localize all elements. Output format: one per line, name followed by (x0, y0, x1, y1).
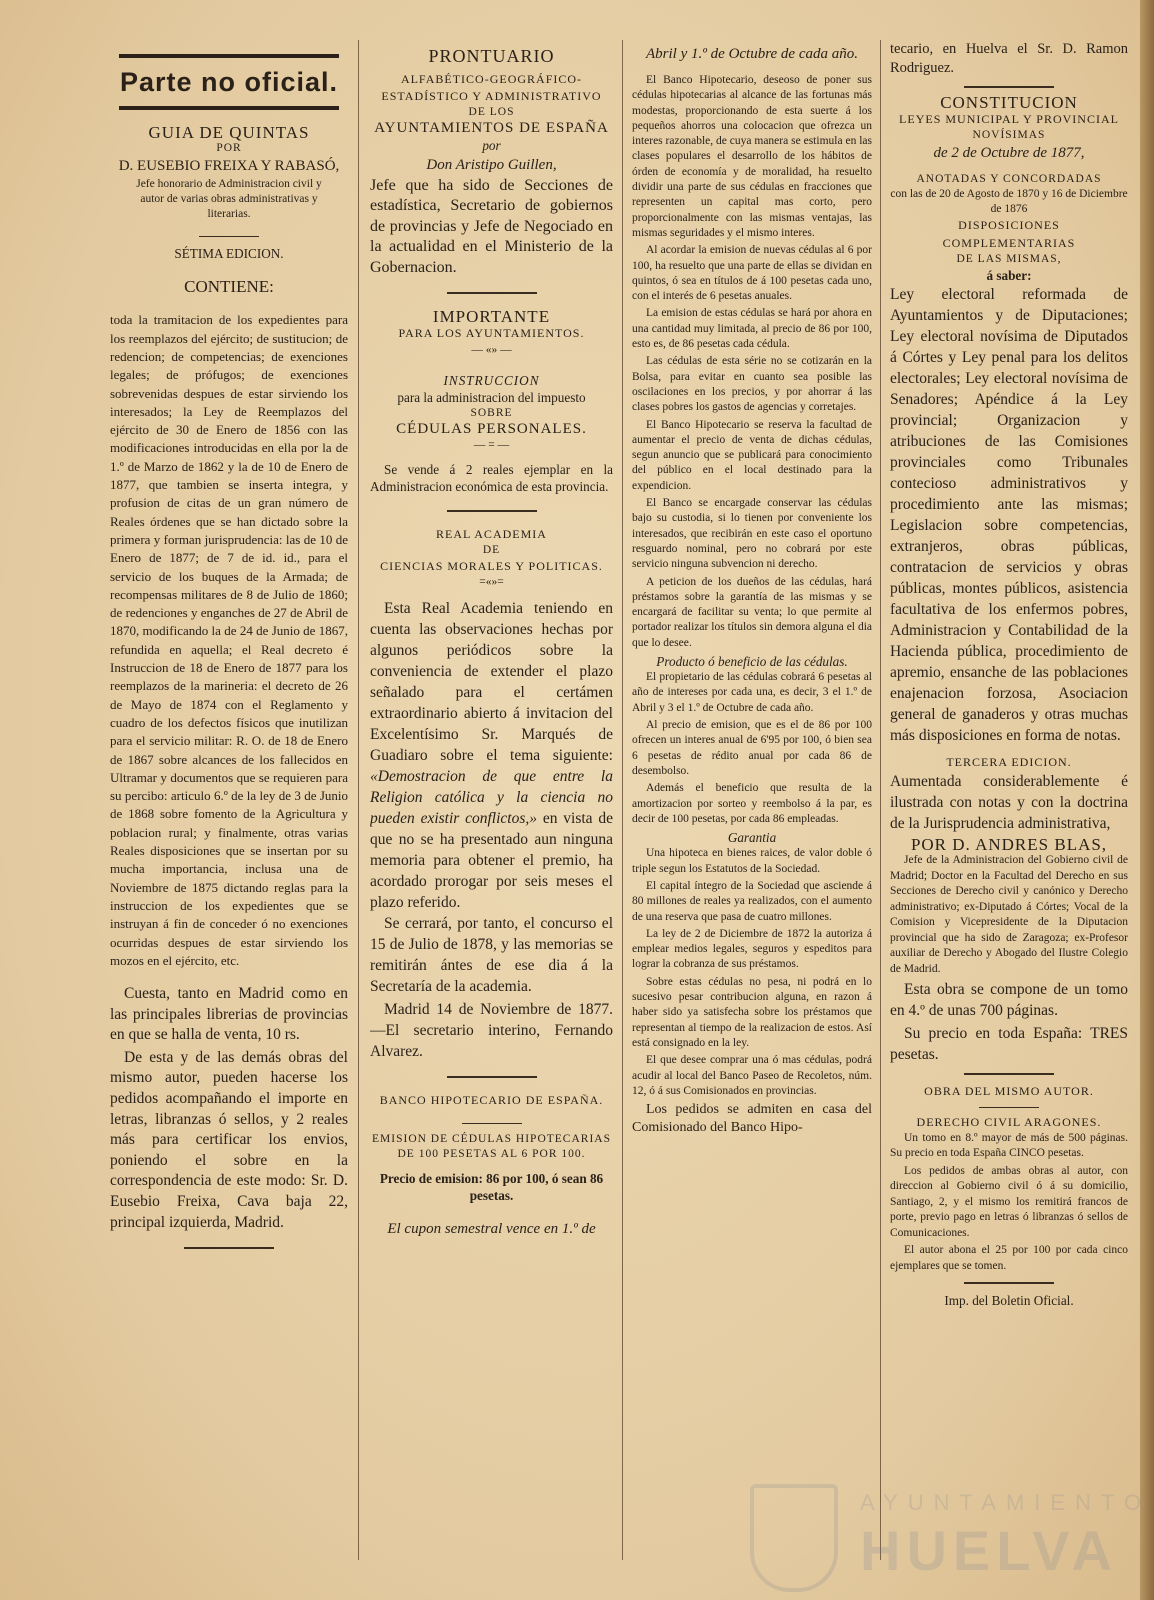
rule (447, 510, 537, 512)
laws-date: de 2 de Octubre de 1877, (933, 145, 1085, 162)
rule (964, 86, 1054, 88)
column-4 (890, 40, 1128, 1590)
bank-paragraph: Una hipoteca en bienes raices, de valor doble ó triple segun los Estatutos de la Sociedad. (632, 847, 872, 875)
bank-paragraph: Al precio de emision, que es el de 86 por 100 ofrecen un interes anual de 6'95 por 100, ó bien sea 6 pesetas de rédito anual por cada 86 de desembolso. (632, 719, 872, 777)
top-continuation: tecario, en Huelva el Sr. D. Ramon Rodriguez. (890, 41, 1128, 76)
augmented-text: Aumentada considerablemente é ilustrada con notas y con la doctrina de la Jurisprudencia administrativa, (890, 773, 1128, 833)
archive-watermark (750, 1480, 1150, 1590)
rule (447, 292, 537, 294)
edition-label: SÉTIMA EDICION. (174, 246, 284, 262)
orders-text: De esta y de las demás obras del mismo autor, pueden hacerse los pedidos acompañando el importe en letras, libranzas ó sellos, y 2 reales más para certificar los envios, poniendo el sobre en la correspondencia de este modo: Sr. D. Eusebio Freixa, Cava baja 22, principal izquierda, Madrid. (110, 1048, 348, 1231)
watermark-line-1: AYUNTAMIENTO (860, 1490, 1152, 1515)
shield-icon (750, 1484, 838, 1592)
product-heading: Producto ó beneficio de las cédulas. (656, 653, 848, 669)
price-text: Su precio en toda España: TRES pesetas. (890, 1025, 1128, 1064)
bank-paragraph: Además el beneficio que resulta de la amortizacion por sorteo y reembolso á la par, es decir de 100 pesetas, por cada 86 empleadas. (632, 782, 872, 825)
printer-imprint: Imp. del Boletin Oficial. (944, 1293, 1074, 1309)
bank-paragraph: Sobre estas cédulas no pesa, ni podrá en lo sucesivo pesar contribucion alguna, en razon á haber sido ya satisfecha sobre los préstamos que representan al tiempo de la realizacion de estos. Así está consignado en la ley. (632, 975, 872, 1049)
constitution-heading: CONSTITUCION (940, 93, 1078, 112)
laws-heading: LEYES MUNICIPAL Y PROVINCIAL (899, 112, 1119, 127)
important-heading: IMPORTANTE (432, 307, 551, 327)
prontuario-title: PRONTUARIO (428, 46, 555, 66)
close-text: Se cerrará, por tanto, el concurso el 15 de Julio de 1878, y las memorias se remitirán ántes de ese dia á la Secretaría de la academia. (370, 914, 613, 995)
civil-law-description: Un tomo en 8.º mayor de más de 500 páginas. Su precio en toda España CINCO pesetas. (890, 1131, 1128, 1160)
rule (447, 1076, 537, 1078)
bank-paragraph: La emision de estas cédulas se hará por ahora en una cantidad muy limitada, al precio de 86 por 100, esto es, de 86 pesetas cada cédula. (632, 307, 872, 351)
bank-paragraph: El Banco Hipotecario se reserva la facultad de aumentar el precio de venta de dichas cédulas, segun anuncio que se publicará para conocimiento del público en el local destinado para la expendicion. (632, 418, 872, 492)
bank-paragraph: El Banco Hipotecario, deseoso de poner sus cédulas hipotecarias al alcance de las fortunas más modestas, proporcionando de esta suerte á los pequeños ahorros una colocacion que ofrezca un interes razonable, de cuya manera se estimula en las clases populares el desarrollo de los hábitos de órden de economía y de moralidad, ha resuelto dividir una parte de sus cédulas en fracciones que representen un capital mas corto, pero proporcionalmente con las mismas ventajas, las mismas seguridades y el mismo interes. (632, 74, 872, 239)
academy-text (370, 598, 613, 913)
instruction-heading: INSTRUCCION (443, 372, 540, 388)
academy-heading: REAL ACADEMIA (436, 526, 547, 541)
contents-text: toda la tramitacion de los expedientes para los reemplazos del ejército; de sustitucion; de redencion; de competencias; de exenciones legales; de prófugos; de exenciones sobrevenidas despues de estar sirviendo los interesados; la Ley de Reemplazos del ejército de 30 de Enero de 1856 con las modificaciones introducidas en ella por la de 1.º de Marzo de 1862 y la de 10 de Enero de 1877, que tambien se inserta integra, y profusion de citas de un gran número de Reales órdenes que se han dictado sobre la primera y forman jurisprudencia: las de 10 de Enero de 1877; de 7 de id. id., para el servicio de los buques de la Armada; de recompensas militares de 8 de Julio de 1860; de redenciones y enganches de 27 de Abril de 1870, modificando la de 24 de Junio de 1867, refundida en aquella; el Real decreto é Instruccion de 18 de Enero de 1877 para los reemplazos de la marineria: el decreto de 26 de Mayo de 1874 con el Reglamento y cuadro de los defectos físicos que inutilizan para el servicio militar: R. O. de 18 de Enero de 1867 sobre alcances de los fallecidos en Ultramar y documentos que se requieren para su percibo: articulo 6.º de la ley de 3 de Junio de 1868 sobre fomento de la Agricultura y poblacion rural; y finalmente, otras varias Reales disposiciones que se insertan por su mucha importancia, inclusa una de Noviembre de 1875 dictando reglas para la instruccion de los expedientes que se instruyan á fin de conceder ó no exenciones ocurridas despues de estar sirviendo los mozos en el ejército, etc. (110, 312, 348, 968)
column-divider (358, 40, 359, 1560)
ornament: — = — (473, 439, 510, 452)
rule (199, 236, 259, 237)
civil-law-heading: DERECHO CIVIL ARAGONES. (916, 1114, 1102, 1129)
rule (979, 1107, 1039, 1108)
author-description: Jefe de la Administracion del Gobierno civil de Madrid; Doctor en la Facultad del Derecho en sus Secciones de Derecho civil y canónico y Derecho administrativo; ex-Diputado á Córtes; Vocal de la Comision y Vicepresidente de la Diputacion provincial que ha sido de Zaragoza; ex-Profesor auxiliar de Derecho y Abogado del Ilustre Colegio de Madrid. (890, 854, 1128, 975)
column-3 (632, 40, 872, 1590)
author-name: POR D. ANDRES BLAS, (910, 835, 1108, 855)
same-author-heading: OBRA DEL MISMO AUTOR. (924, 1084, 1094, 1099)
dispositions-heading: DISPOSICIONES COMPLEMENTARIAS (942, 218, 1076, 250)
section-title: Parte no oficial. (119, 67, 339, 97)
volume-text: Esta obra se compone de un tomo en 4.º de unas 700 páginas. (890, 981, 1128, 1020)
instruction-for: para la administracion del impuesto (397, 389, 586, 405)
bank-paragraph: El que desee comprar una ó mas cédulas, podrá acudir al local del Banco Paseo de Recoletos, núm. 12, ó á sus Comisionados en provincias. (632, 1054, 872, 1097)
coupon-text: El cupon semestral vence en 1.º de (387, 1220, 596, 1237)
bank-paragraph: A peticion de los dueños de las cédulas, hará préstamos sobre la garantía de las mismas y se encargará de facilitar su venta; lo que permite al portador realizar los títulos sin demora alguna el dia que lo desee. (632, 575, 872, 649)
de-label: DE (482, 543, 501, 556)
orders-text: Los pedidos de ambas obras al autor, con direccion al Gobierno civil ó á su domicilio, Santiago, 2, y el mismo los remitirá francos de porte, previo pago en letras ó libranzas ó sellos de Comunicaciones. (890, 1164, 1128, 1239)
rule (964, 1073, 1054, 1075)
author-description: Jefe que ha sido de Secciones de estadística, Secretario de gobiernos de provincias y Jefe de Negociado en la actualidad en el Ministerio de la Gobernacion. (370, 176, 613, 276)
emission-heading: EMISION DE CÉDULAS HIPOTECARIAS DE 100 PESETAS AL 6 POR 100. (372, 1133, 611, 1161)
rule (119, 54, 339, 58)
de-las-mismas: DE LAS MISMAS, (956, 252, 1062, 265)
rule (184, 1247, 274, 1249)
academy-subheading: CIENCIAS MORALES Y POLITICAS. (380, 558, 603, 573)
contains-heading: CONTIENE: (184, 277, 274, 297)
de-los-label: DE LOS (468, 106, 515, 119)
bank-paragraph: La ley de 2 de Diciembre de 1872 la autoriza á emplear medios legales, seguros y espeditos para lograr la cobranza de sus préstamos. (632, 927, 872, 971)
column-divider (622, 40, 623, 1560)
column-divider (880, 40, 881, 1560)
author-name: D. EUSEBIO FREIXA Y RABASÓ, (118, 158, 340, 175)
bank-heading: BANCO HIPOTECARIO DE ESPAÑA. (379, 1092, 604, 1107)
bank-paragraph: El capital íntegro de la Sociedad que asciende á 80 millones de reales ya realizados, con el aumento de una reserva que pasa de cuatro millones. (632, 879, 872, 923)
bank-paragraph: Los pedidos se admiten en casa del Comisionado del Banco Hipo- (632, 1102, 872, 1136)
bank-paragraph: Las cédulas de esta série no se cotizarán en la Bolsa, para evitar en cuanto sea posible las oscilaciones en los precios, y por ahorrar á las clases pobres los gastos de agencias y corretajes. (632, 355, 872, 414)
por-label: POR (216, 142, 242, 155)
prontuario-subtitle: ALFABÉTICO-GEOGRÁFICO-ESTADÍSTICO Y ADMINISTRATIVO (381, 72, 602, 104)
academy-theme: «Demostracion de que entre la Religion católica y la ciencia no pueden existir conflictos,» (370, 767, 613, 827)
author-name: Don Aristipo Guillen, (426, 156, 557, 173)
price-text: Cuesta, tanto en Madrid como en las principales librerias de provincias en que se halla de venta, 10 rs. (110, 985, 348, 1044)
rule (119, 106, 339, 110)
author-description: Jefe honorario de Administracion civil y autor de varias obras administrativas y literarias. (136, 178, 322, 221)
annotated-detail: con las de 20 de Agosto de 1870 y 16 de Diciembre de 1876 (890, 188, 1128, 216)
discount-text: El autor abona el 25 por 100 por cada cinco ejemplares que se tomen. (890, 1244, 1128, 1272)
novisimas-label: NOVÍSIMAS (972, 129, 1046, 142)
guide-title: GUIA DE QUINTAS (148, 123, 310, 142)
bank-paragraph: El propietario de las cédulas cobrará 6 pesetas al año de intereses por cada una, es decir, 3 el 1.º de Abril y 3 el 1.º de Octubre de cada año. (632, 671, 872, 714)
dispositions-list: Ley electoral reformada de Ayuntamientos y de Diputaciones; Ley electoral novísima de Diputados á Córtes y Ley penal para los delitos electorales; Ley electoral novísima de Senadores; Apéndice á la Ley provincial; Organizacion y atribuciones de las Comisiones provinciales como Tribunales contecioso administrativos y procedimiento ante las mismas; Legislacion sobre competencias, extranjeros, obras públicas, contratacion de servicios y obras públicas, montes públicos, asistencia facultativa de los enfermos pobres, Administracion y Contabilidad de la Hacienda pública, procedimiento de apremio, ensanche de las poblaciones enajenacion forzosa, Asociacion general de ganaderos y otras muchas más disposiciones en forma de notas. (890, 286, 1128, 745)
cedulas-heading: CÉDULAS PERSONALES. (396, 420, 587, 437)
rule (462, 1123, 522, 1124)
academy-extension: en vista de que no se ha presentado aun ninguna memoria para obtener el premio, ha acordado prorogar por seis meses el plazo referido. (370, 809, 613, 911)
signature-text: Madrid 14 de Noviembre de 1877.—El secretario interino, Fernando Alvarez. (370, 1000, 613, 1060)
column-1 (110, 40, 348, 1590)
a-saber-label: á saber: (986, 267, 1032, 283)
guarantee-heading: Garantia (727, 830, 777, 846)
ornament: =«»= (479, 575, 504, 588)
for-ayuntamientos: PARA LOS AYUNTAMIENTOS. (398, 326, 585, 341)
coupon-continuation: Abril y 1.º de Octubre de cada año. (646, 46, 858, 62)
emission-price: Precio de emision: 86 por 100, ó sean 86 pesetas. (379, 1171, 604, 1204)
sale-text: Se vende á 2 reales ejemplar en la Administracion económica de esta provincia. (370, 462, 613, 495)
bank-paragraph: Al acordar la emision de nuevas cédulas al 6 por 100, ha resuelto que una parte de ellas se dividan en quintos, ó sea en títulos de á 100 pesetas cada uno, con el interés de 6 pesetas anuales. (632, 244, 872, 303)
page-edge (1140, 0, 1154, 1600)
ayuntamientos-title: AYUNTAMIENTOS DE ESPAÑA (374, 120, 609, 137)
por-label: por (482, 138, 501, 154)
column-2 (370, 40, 613, 1590)
ornament: — «» — (471, 343, 512, 356)
rule (964, 1282, 1054, 1284)
annotated-label: ANOTADAS Y CONCORDADAS (916, 173, 1102, 186)
edition-label: TERCERA EDICION. (946, 755, 1072, 770)
academy-intro: Esta Real Academia teniendo en cuenta las observaciones hechas por algunos periódicos sobre la conveniencia de extender el plazo señalado para el certámen extraordinario abierto á invitacion del Excelentísimo Sr. Marqués de Guadiaro sobre el tema siguiente: (370, 599, 613, 764)
watermark-line-2: HUELVA (860, 1519, 1118, 1582)
sobre-label: SOBRE (470, 406, 513, 419)
bank-paragraph: El Banco se encargade conservar las cédulas bajo su custodia, si lo tienen por conveniente los interesados, que recibirán en este caso el oportuno resguardo nominal, pero no cobrará por este servicio ninguna subvencion ni derecho. (632, 497, 872, 571)
